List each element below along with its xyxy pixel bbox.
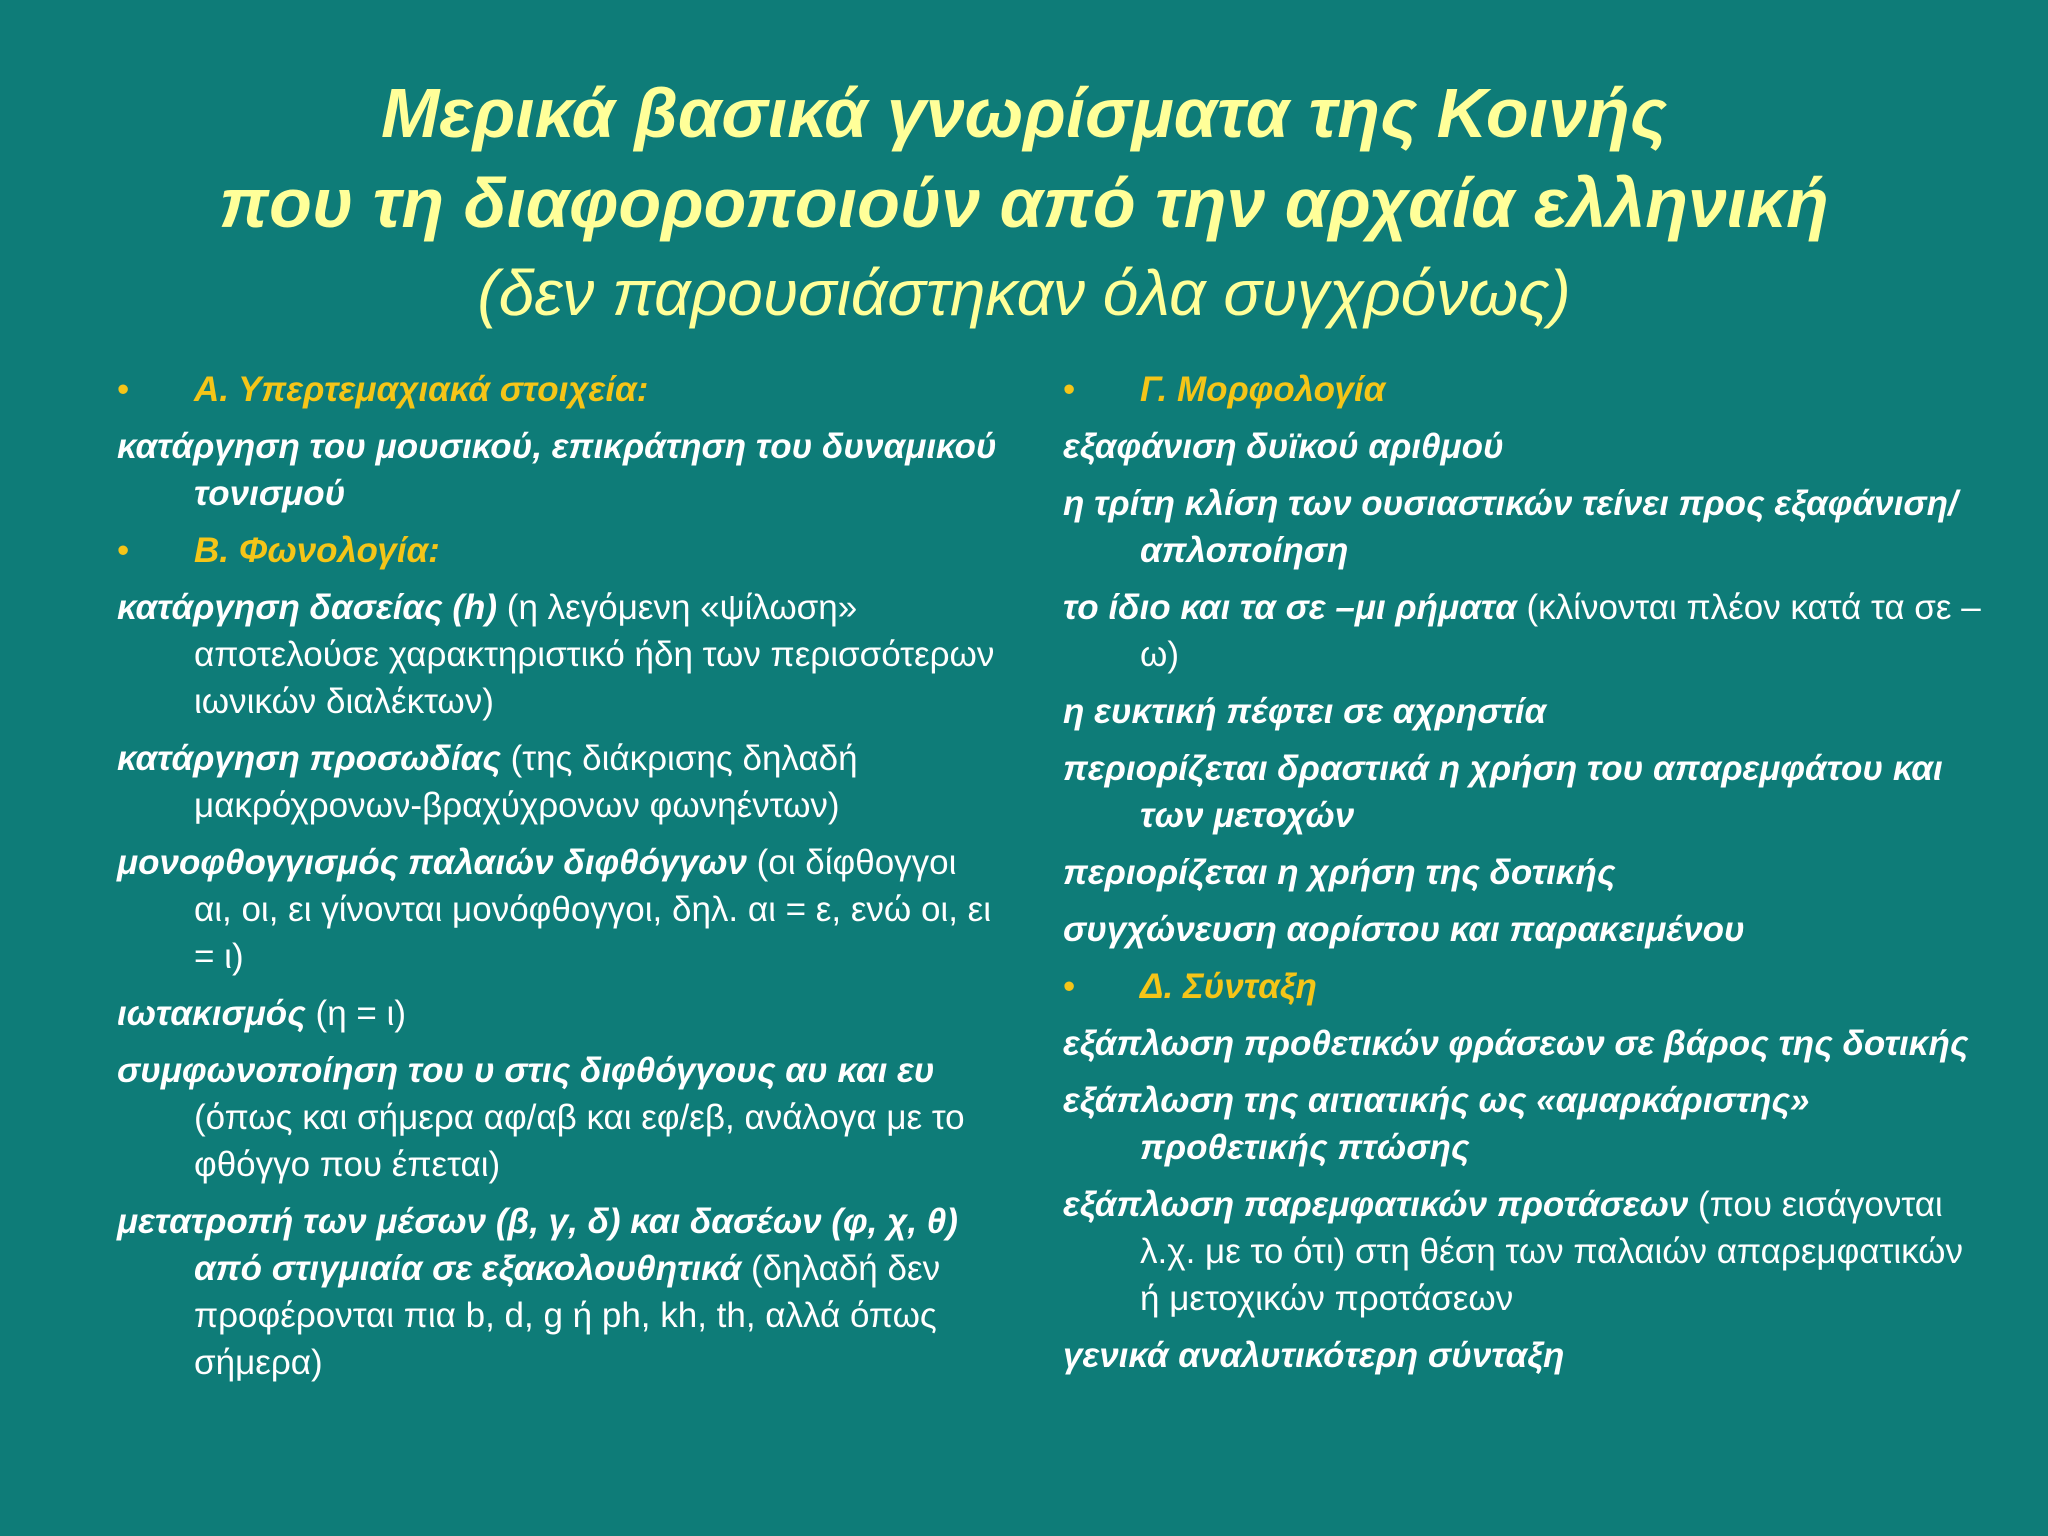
list-item bbox=[1063, 745, 1983, 839]
item-term: γενικά αναλυτικότερη σύνταξη bbox=[1063, 1336, 1565, 1375]
list-item bbox=[1063, 1020, 1983, 1067]
list-item bbox=[117, 990, 997, 1037]
item-note: (κλίνονται πλέον κατά τα σε –ω) bbox=[1140, 588, 1981, 674]
left-column bbox=[117, 366, 997, 1396]
item-term: η τρίτη κλίση των ουσιαστικών τείνει προς εξαφάνιση/απλοποίηση bbox=[1063, 484, 1958, 570]
item-term: εξαφάνιση δυϊκού αριθμού bbox=[1063, 427, 1504, 466]
list-item bbox=[1063, 688, 1983, 735]
item-term: κατάργηση δασείας (h) bbox=[117, 588, 498, 627]
item-note: (οι δίφθογγοι αι, οι, ει γίνονται μονόφθογγοι, δηλ. αι = ε, ενώ οι, ει = ι) bbox=[194, 843, 992, 976]
title-line-2: που τη διαφοροποιούν από την αρχαία ελληνική bbox=[219, 164, 1829, 242]
section-heading-b bbox=[117, 527, 997, 574]
item-term: κατάργηση προσωδίας bbox=[117, 739, 501, 778]
item-term: μονοφθογγισμός παλαιών διφθόγγων bbox=[117, 843, 747, 882]
list-item bbox=[1063, 1332, 1983, 1379]
list-item bbox=[117, 584, 997, 725]
list-item bbox=[117, 1198, 997, 1386]
item-term: εξάπλωση της αιτιατικής ως «αμαρκάριστης» προθετικής πτώσης bbox=[1063, 1081, 1810, 1167]
section-heading-a bbox=[117, 366, 997, 413]
list-item bbox=[1063, 1181, 1983, 1322]
list-item bbox=[117, 839, 997, 980]
bullet-icon: • bbox=[117, 370, 130, 409]
bullet-icon: • bbox=[117, 531, 130, 570]
item-note: (που εισάγονται λ.χ. με το ότι) στη θέση των παλαιών απαρεμφατικών ή μετοχικών προτάσεων bbox=[1140, 1185, 1964, 1318]
section-heading-a-label: Α. Υπερτεμαχιακά στοιχεία: bbox=[194, 370, 649, 409]
item-term: κατάργηση του μουσικού, επικράτηση του δυναμικού τονισμού bbox=[117, 427, 997, 513]
section-heading-d-label: Δ. Σύνταξη bbox=[1140, 967, 1317, 1006]
list-item bbox=[1063, 906, 1983, 953]
right-column bbox=[1063, 366, 1983, 1389]
bullet-icon: • bbox=[1063, 967, 1076, 1006]
title-line-1: Μερικά βασικά γνωρίσματα της Κοινής bbox=[380, 74, 1668, 152]
section-heading-d bbox=[1063, 963, 1983, 1010]
item-term: η ευκτική πέφτει σε αχρηστία bbox=[1063, 692, 1547, 731]
section-heading-c bbox=[1063, 366, 1983, 413]
slide-title bbox=[0, 68, 2048, 338]
item-term: εξάπλωση παρεμφατικών προτάσεων bbox=[1063, 1185, 1689, 1224]
item-term: ιωτακισμός bbox=[117, 994, 306, 1033]
item-note: (η = ι) bbox=[305, 994, 406, 1033]
item-term: συγχώνευση αορίστου και παρακειμένου bbox=[1063, 910, 1745, 949]
item-note: (η λεγόμενη «ψίλωση» αποτελούσε χαρακτηριστικό ήδη των περισσότερων ιωνικών διαλέκτων) bbox=[194, 588, 995, 721]
item-note: (της διάκρισης δηλαδή μακρόχρονων-βραχύχρονων φωνηέντων) bbox=[194, 739, 858, 825]
item-term: συμφωνοποίηση του υ στις διφθόγγους αυ και ευ bbox=[117, 1051, 935, 1090]
item-term: το ίδιο και τα σε –μι ρήματα bbox=[1063, 588, 1517, 627]
list-item bbox=[117, 735, 997, 829]
list-item bbox=[1063, 423, 1983, 470]
item-term: περιορίζεται η χρήση της δοτικής bbox=[1063, 853, 1616, 892]
item-term: περιορίζεται δραστικά η χρήση του απαρεμφάτου και των μετοχών bbox=[1063, 749, 1943, 835]
list-item bbox=[117, 1047, 997, 1188]
list-item bbox=[1063, 849, 1983, 896]
item-note: (δηλαδή δεν προφέρονται πια b, d, g ή ph, kh, th, αλλά όπως σήμερα) bbox=[194, 1249, 941, 1382]
bullet-icon: • bbox=[1063, 370, 1076, 409]
list-item bbox=[1063, 584, 1983, 678]
title-subtitle: (δεν παρουσιάστηκαν όλα συγχρόνως) bbox=[477, 257, 1571, 329]
list-item bbox=[1063, 1077, 1983, 1171]
item-term: μετατροπή των μέσων (β, γ, δ) και δασέων (φ, χ, θ) από στιγμιαία σε εξακολουθητικά bbox=[117, 1202, 958, 1288]
section-heading-c-label: Γ. Μορφολογία bbox=[1140, 370, 1386, 409]
item-term: εξάπλωση προθετικών φράσεων σε βάρος της δοτικής bbox=[1063, 1024, 1969, 1063]
list-item bbox=[1063, 480, 1983, 574]
item-note: (όπως και σήμερα αφ/αβ και εφ/εβ, ανάλογα με το φθόγγο που έπεται) bbox=[194, 1098, 965, 1184]
list-item bbox=[117, 423, 997, 517]
section-heading-b-label: Β. Φωνολογία: bbox=[194, 531, 440, 570]
